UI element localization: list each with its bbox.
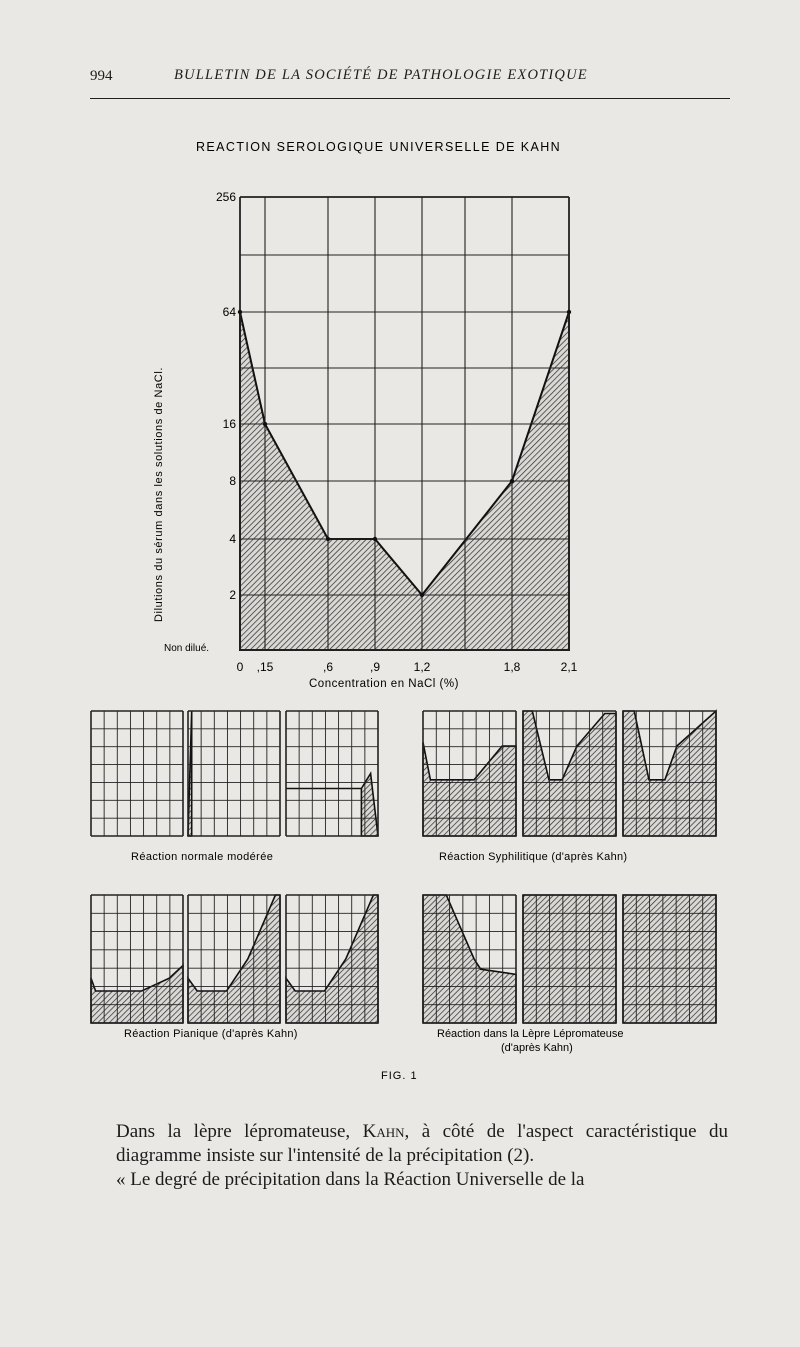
y-tick-label: 256 — [215, 190, 236, 204]
data-point — [238, 310, 242, 314]
mini-chart-panel — [188, 895, 280, 1023]
y-tick-label: 16 — [222, 417, 236, 431]
x-tick-label: 1,8 — [503, 660, 521, 674]
mini-chart-area — [623, 711, 716, 836]
mini-chart-panel — [286, 895, 378, 1023]
body-text — [116, 1120, 728, 1192]
data-point — [326, 537, 330, 541]
mini-chart-panel — [91, 895, 183, 1023]
y-tick-label: 2 — [229, 588, 236, 602]
figure-caption: FIG. 1 — [381, 1070, 418, 1082]
mini-chart-panel — [523, 895, 616, 1023]
mini-chart-panel — [623, 895, 716, 1023]
mini-chart-area — [286, 895, 378, 1023]
y-bottom-label: Non dilué. — [164, 643, 210, 654]
mini-chart-panel — [423, 895, 516, 1023]
caption-syphilitique: Réaction Syphilitique (d'après Kahn) — [439, 851, 628, 863]
mini-chart-area — [423, 742, 516, 836]
x-tick-label: 2,1 — [560, 660, 578, 674]
mini-chart-panel — [623, 711, 716, 836]
caption-lepre-1: Réaction dans la Lèpre Lépromateuse — [437, 1028, 624, 1040]
caption-normale: Réaction normale modérée — [131, 851, 274, 863]
y-axis-label: Dilutions du sérum dans les solutions de NaCl. — [153, 366, 165, 622]
body-text-run: , à côté de l'aspect caractéristique du diagramme insiste sur l'intensité de la précipitation (2). — [116, 1121, 728, 1166]
body-text-run: Dans la lèpre lépromateuse, — [116, 1121, 363, 1142]
mini-chart-area — [423, 895, 516, 1023]
body-paragraph-2: « Le degré de précipitation dans la Réaction Universelle de la — [116, 1169, 585, 1190]
x-axis-label: Concentration en NaCl (%) — [309, 678, 459, 690]
data-point — [567, 310, 571, 314]
x-tick-label: ,6 — [322, 660, 334, 674]
data-point — [263, 422, 267, 426]
main-chart — [216, 190, 578, 674]
small-panels — [91, 711, 716, 1023]
mini-chart-panel — [286, 711, 378, 836]
mini-chart-panel — [188, 711, 280, 836]
caption-lepre-2: (d'après Kahn) — [501, 1042, 573, 1054]
y-tick-label: 64 — [222, 305, 236, 319]
mini-chart-area — [523, 895, 616, 1023]
page-number: 994 — [90, 68, 113, 84]
mini-chart-area — [188, 895, 280, 1023]
mini-chart-panel — [523, 711, 616, 836]
caption-pianique: Réaction Pianique (d'après Kahn) — [124, 1028, 298, 1040]
mini-chart-panel — [91, 711, 183, 836]
body-paragraph-1 — [116, 1120, 728, 1168]
mini-chart-area — [523, 711, 616, 836]
x-tick-label: 0 — [236, 660, 244, 674]
data-point — [510, 479, 514, 483]
x-tick-label: ,9 — [369, 660, 381, 674]
mini-chart-area — [623, 895, 716, 1023]
x-tick-label: ,15 — [256, 660, 274, 674]
mini-chart-area — [91, 965, 183, 1023]
x-tick-label: 1,2 — [413, 660, 431, 674]
data-point — [373, 537, 377, 541]
y-tick-label: 8 — [229, 474, 236, 488]
data-point — [420, 593, 424, 597]
mini-chart-panel — [423, 711, 516, 836]
y-tick-label: 4 — [229, 532, 236, 546]
author-name: Kahn — [362, 1121, 405, 1142]
figure-title: REACTION SEROLOGIQUE UNIVERSELLE DE KAHN — [196, 140, 562, 154]
running-title: BULLETIN DE LA SOCIÉTÉ DE PATHOLOGIE EXOTIQUE — [174, 67, 588, 83]
